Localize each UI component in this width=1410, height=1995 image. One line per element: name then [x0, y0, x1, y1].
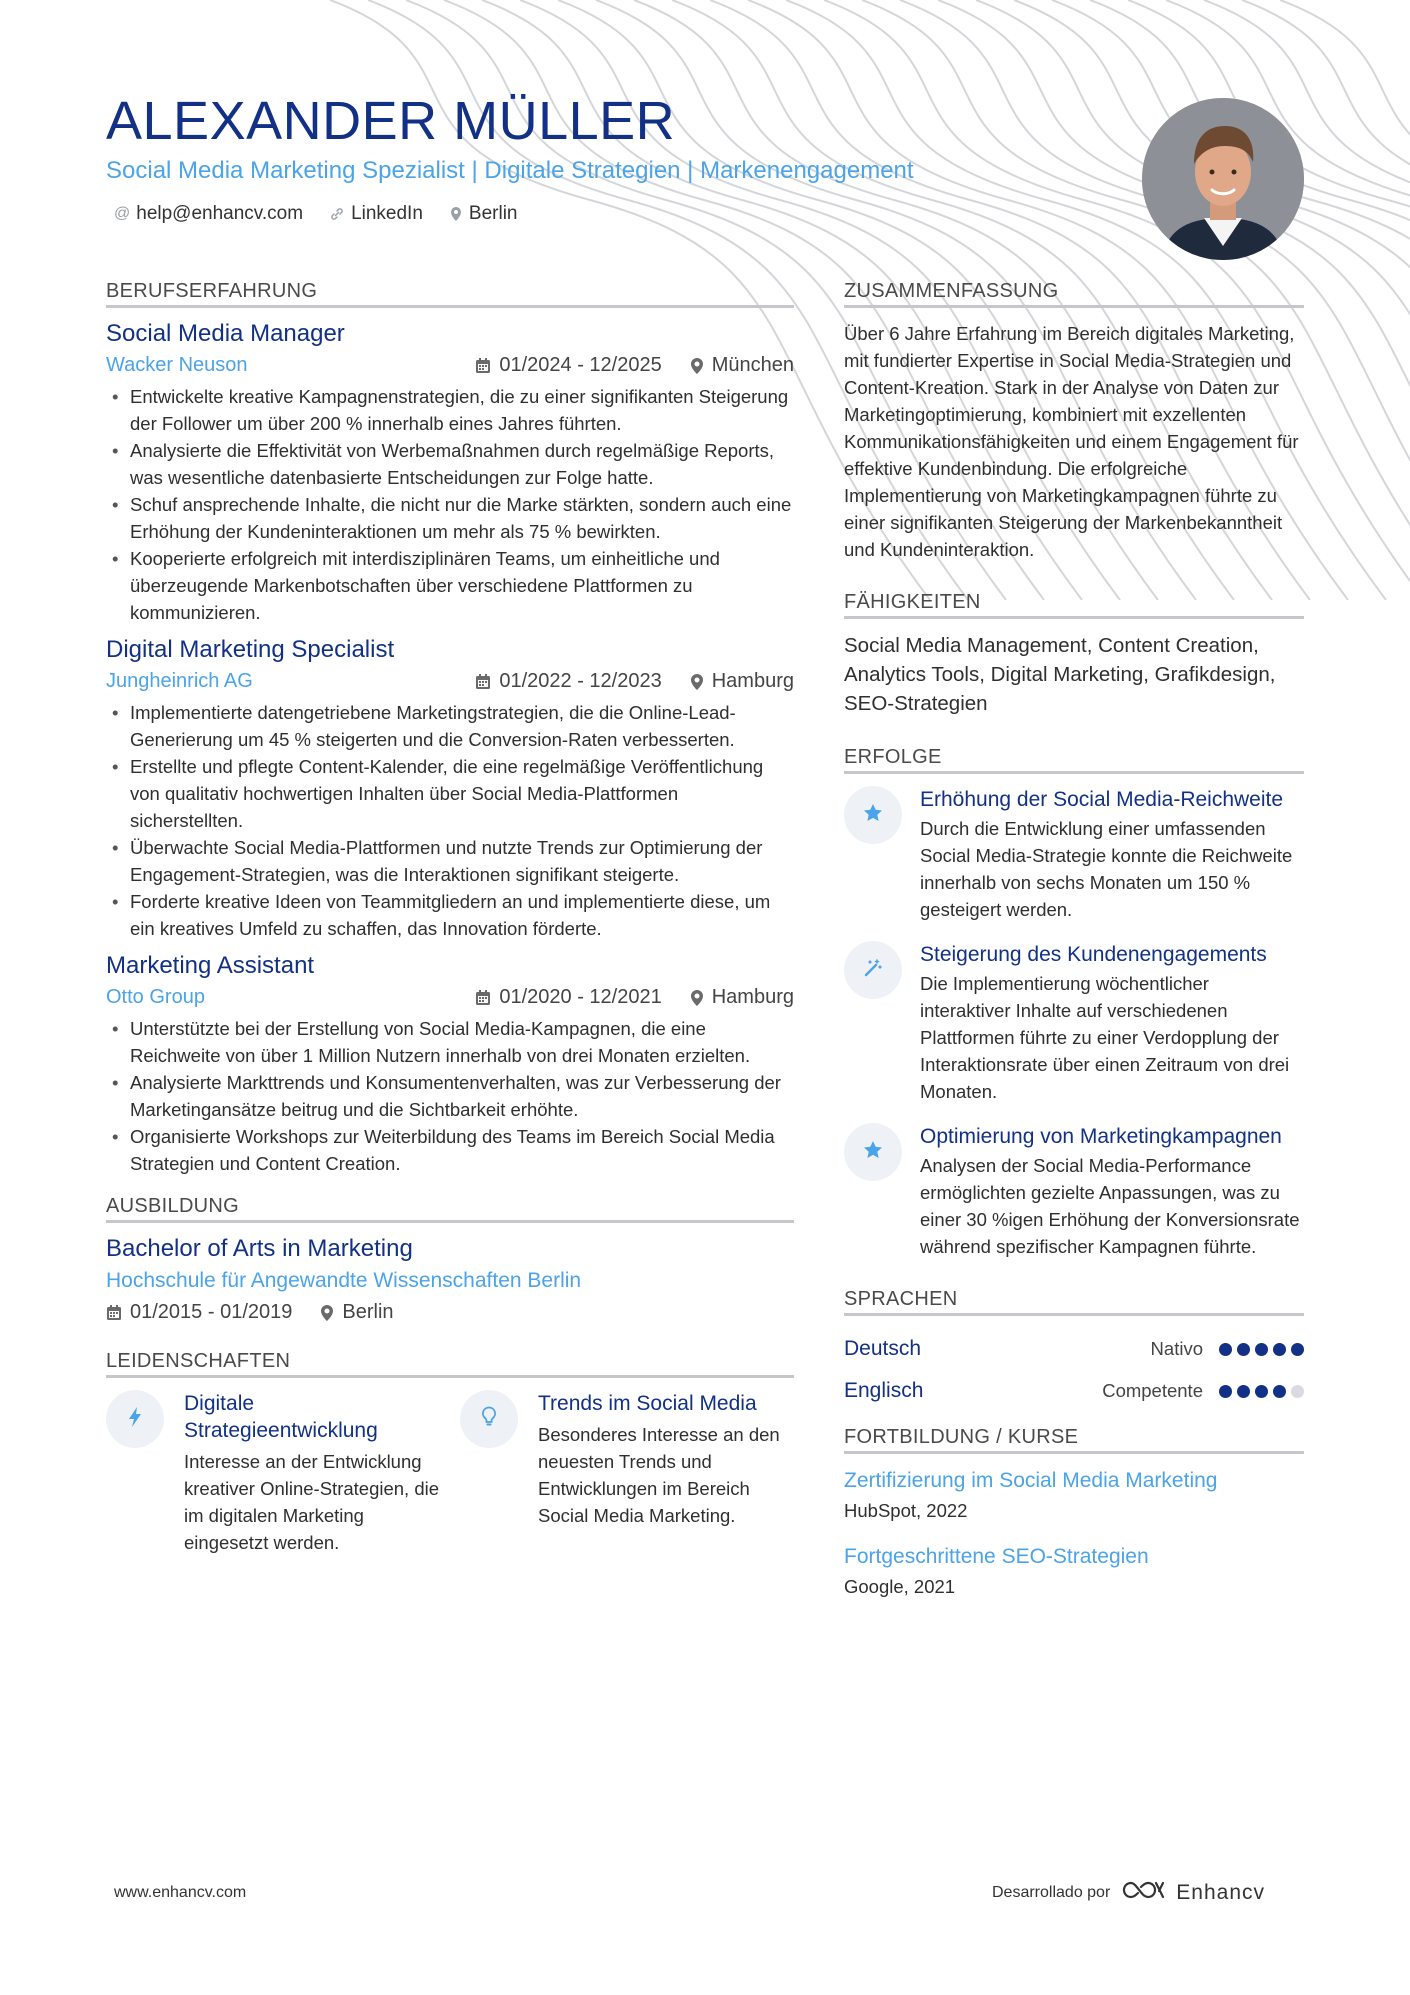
contact-location — [449, 203, 518, 225]
achievement-badge — [844, 941, 902, 999]
job-bullets — [106, 699, 794, 942]
company-name: Wacker Neuson — [106, 354, 248, 376]
skills-text: Social Media Management, Content Creation, Analytics Tools, Digital Marketing, Grafikdesign, SEO-Strategien — [844, 634, 1276, 715]
job-dates — [475, 986, 661, 1009]
passion-title: Trends im Social Media — [538, 1392, 757, 1415]
location-pin-icon — [449, 206, 463, 222]
level-dot-filled — [1273, 1385, 1286, 1398]
job-entry — [106, 952, 794, 1177]
powered-by-text: Desarrollado por — [992, 1883, 1111, 1901]
achievement-desc: Analysen der Social Media-Performance ermöglichten gezielte Anpassungen, was zu einer 30 %igen Erhöhung der Konversionsrate während spezifischer Kampagnen führte. — [920, 1155, 1300, 1257]
section-title-languages: SPRACHEN — [844, 1288, 1304, 1316]
summary-text: Über 6 Jahre Erfahrung im Bereich digitales Marketing, mit fundierter Expertise in Social Media-Strategien und Content-Kreation. Stark in der Analyse von Daten zur Marketingoptimierung, kombiniert mit exzellenten Kommunikationsfähigkeiten und einem Engagement für effektive Kundenbindung. Die erfolgreiche Implementierung von Marketingkampagnen führte zu einer signifikanten Steigerung der Markenbekanntheit und Kundeninteraktion. — [844, 323, 1299, 560]
achievement-title: Steigerung des Kundenengagements — [920, 943, 1267, 966]
achievement-badge — [844, 786, 902, 844]
job-title: Social Media Manager — [106, 320, 345, 347]
job-bullet: • Unterstützte bei der Erstellung von Social Media-Kampagnen, die eine Reichweite von über 1 Million Nutzern innerhalb von drei Monaten erzielten. — [106, 1015, 794, 1069]
passion-badge — [460, 1390, 518, 1448]
course-provider: Google, 2021 — [844, 1576, 956, 1597]
level-dot-filled — [1237, 1385, 1250, 1398]
contact-email[interactable] — [114, 203, 303, 225]
level-dot-filled — [1219, 1343, 1232, 1356]
email-text: help@enhancv.com — [136, 203, 304, 225]
passion-title: Digitale Strategieentwicklung — [184, 1392, 378, 1442]
job-bullet: • Entwickelte kreative Kampagnenstrategien, die zu einer signifikanten Steigerung der Follower um über 200 % innerhalb eines Jahres führten. — [106, 383, 794, 437]
company-name: Otto Group — [106, 986, 205, 1008]
achievements-list — [844, 786, 1304, 1260]
achievement-item — [844, 786, 1304, 923]
location-text: Berlin — [468, 203, 518, 225]
job-title: Marketing Assistant — [106, 952, 315, 979]
job-bullet: • Implementierte datengetriebene Marketingstrategien, die die Online-Lead-Generierung um 45 % steigerten und die Conversion-Raten verbesserten. — [106, 699, 794, 753]
candidate-tagline: Social Media Marketing Spezialist | Digitale Strategien | Markenengagement — [106, 157, 914, 185]
achievement-item — [844, 941, 1304, 1105]
job-meta — [106, 986, 794, 1009]
job-location-text: München — [711, 354, 794, 376]
section-title-experience: BERUFSERFAHRUNG — [106, 280, 794, 308]
education-location-text: Berlin — [342, 1301, 394, 1323]
linkedin-text: LinkedIn — [351, 203, 423, 225]
brand-name: Enhancv — [1176, 1880, 1266, 1904]
education-meta — [106, 1301, 794, 1324]
job-bullet: • Organisierte Workshops zur Weiterbildung des Teams im Bereich Social Media Strategien und Content Creation. — [106, 1123, 794, 1177]
company-name: Jungheinrich AG — [106, 670, 253, 692]
at-icon: @ — [114, 205, 131, 223]
job-location-text: Hamburg — [711, 670, 794, 692]
job-meta — [106, 670, 794, 693]
job-dates — [475, 354, 661, 377]
passion-desc: Interesse an der Entwicklung kreativer Online-Strategien, die im digitalen Marketing eingesetzt werden. — [184, 1451, 440, 1553]
bolt-icon — [128, 1406, 142, 1433]
left-column — [106, 280, 794, 1556]
job-location — [690, 354, 794, 377]
calendar-icon — [475, 357, 491, 374]
language-row — [844, 1328, 1304, 1370]
calendar-icon — [475, 673, 491, 690]
course-provider: HubSpot, 2022 — [844, 1500, 968, 1521]
section-title-passions: LEIDENSCHAFTEN — [106, 1350, 794, 1378]
section-title-courses: FORTBILDUNG / KURSE — [844, 1426, 1304, 1454]
contact-row — [114, 203, 1106, 225]
language-level: Nativo — [1150, 1338, 1203, 1359]
course-item — [844, 1542, 1304, 1602]
job-bullets — [106, 383, 794, 626]
footer-branding — [992, 1878, 1265, 1907]
level-dot-filled — [1255, 1385, 1268, 1398]
achievement-desc: Die Implementierung wöchentlicher interaktiver Inhalte auf verschiedenen Plattformen führte zu einer Verdopplung der Interaktionsrate über einen Zeitraum von drei Monaten. — [920, 973, 1290, 1102]
calendar-icon — [106, 1304, 122, 1321]
job-bullet: • Erstellte und pflegte Content-Kalender, die eine regelmäßige Veröffentlichung von qualitativ hochwertigen Inhalten über Social Media-Plattformen sicherstellten. — [106, 753, 794, 834]
language-level-dots — [1219, 1385, 1304, 1398]
star-icon — [862, 802, 884, 829]
achievement-title: Erhöhung der Social Media-Reichweite — [920, 788, 1284, 811]
level-dot-filled — [1219, 1385, 1232, 1398]
languages-list — [844, 1328, 1304, 1412]
level-dot-filled — [1273, 1343, 1286, 1356]
location-pin-icon — [690, 673, 704, 691]
language-name: Englisch — [844, 1379, 924, 1402]
job-meta — [106, 354, 794, 377]
contact-linkedin[interactable] — [329, 203, 423, 225]
language-row — [844, 1370, 1304, 1412]
job-bullet: • Schuf ansprechende Inhalte, die nicht nur die Marke stärkten, sondern auch eine Erhöhung der Kundeninteraktionen um mehr als 75 % bewirkten. — [106, 491, 794, 545]
achievement-desc: Durch die Entwicklung einer umfassenden Social Media-Strategie konnte die Reichweite innerhalb von sechs Monaten um 150 % gesteigert werden. — [920, 818, 1293, 920]
right-column — [844, 280, 1304, 1618]
passion-item — [460, 1390, 794, 1556]
level-dot-filled — [1255, 1343, 1268, 1356]
passion-badge — [106, 1390, 164, 1448]
resume-header — [106, 92, 1106, 225]
star-icon — [862, 1139, 884, 1166]
section-title-summary: ZUSAMMENFASSUNG — [844, 280, 1304, 308]
lightbulb-icon — [481, 1406, 497, 1433]
section-title-achievements: ERFOLGE — [844, 746, 1304, 774]
job-bullets — [106, 1015, 794, 1177]
location-pin-icon — [320, 1304, 334, 1322]
candidate-name: ALEXANDER MÜLLER — [106, 91, 676, 151]
avatar — [1142, 98, 1304, 260]
location-pin-icon — [690, 357, 704, 375]
section-title-skills: FÄHIGKEITEN — [844, 591, 1304, 619]
course-title: Fortgeschrittene SEO-Strategien — [844, 1545, 1149, 1568]
education-dates-text: 01/2015 - 01/2019 — [130, 1301, 293, 1323]
level-dot-empty — [1291, 1385, 1304, 1398]
job-dates-text: 01/2020 - 12/2021 — [499, 986, 662, 1008]
job-location — [690, 986, 794, 1009]
job-entry — [106, 636, 794, 942]
job-bullet: • Forderte kreative Ideen von Teammitgliedern an und implementierte diese, um ein kreatives Umfeld zu schaffen, das Innovation förderte. — [106, 888, 794, 942]
achievement-badge — [844, 1123, 902, 1181]
calendar-icon — [475, 989, 491, 1006]
language-level-dots — [1219, 1343, 1304, 1356]
job-dates-text: 01/2022 - 12/2023 — [499, 670, 662, 692]
education-dates — [106, 1301, 292, 1324]
enhancv-logo-icon — [1120, 1878, 1166, 1907]
course-item — [844, 1466, 1304, 1526]
language-level: Competente — [1102, 1380, 1203, 1401]
degree-title: Bachelor of Arts in Marketing — [106, 1235, 413, 1262]
location-pin-icon — [690, 989, 704, 1007]
link-icon — [329, 206, 345, 222]
education-entry — [106, 1235, 794, 1324]
experience-list — [106, 320, 794, 1177]
level-dot-filled — [1237, 1343, 1250, 1356]
job-title: Digital Marketing Specialist — [106, 636, 395, 663]
achievement-title: Optimierung von Marketingkampagnen — [920, 1125, 1282, 1148]
course-title: Zertifizierung im Social Media Marketing — [844, 1469, 1218, 1492]
footer-website[interactable]: www.enhancv.com — [114, 1884, 247, 1901]
job-bullet: • Kooperierte erfolgreich mit interdisziplinären Teams, um einheitliche und überzeugende Markenbotschaften über verschiedene Plattformen zu kommunizieren. — [106, 545, 794, 626]
job-dates-text: 01/2024 - 12/2025 — [499, 354, 662, 376]
job-bullet: • Überwachte Social Media-Plattformen und nutzte Trends zur Optimierung der Engagement-Strategien, was die Interaktionen signifikant steigerte. — [106, 834, 794, 888]
job-bullet: • Analysierte Markttrends und Konsumentenverhalten, was zur Verbesserung der Marketingansätze beitrug und die Sichtbarkeit erhöhte. — [106, 1069, 794, 1123]
job-entry — [106, 320, 794, 626]
job-bullet: • Analysierte die Effektivität von Werbemaßnahmen durch regelmäßige Reports, was wesentliche datenbasierte Entscheidungen zur Folge hatte. — [106, 437, 794, 491]
passions-list — [106, 1390, 794, 1556]
magic-wand-icon — [862, 957, 884, 984]
passion-item — [106, 1390, 440, 1556]
education-location — [320, 1301, 393, 1324]
achievement-item — [844, 1123, 1304, 1260]
section-title-education: AUSBILDUNG — [106, 1195, 794, 1223]
courses-list — [844, 1466, 1304, 1602]
school-name: Hochschule für Angewandte Wissenschaften Berlin — [106, 1269, 582, 1292]
job-dates — [475, 670, 661, 693]
job-location-text: Hamburg — [711, 986, 794, 1008]
passion-desc: Besonderes Interesse an den neuesten Trends und Entwicklungen im Bereich Social Media Marketing. — [538, 1424, 780, 1526]
level-dot-filled — [1291, 1343, 1304, 1356]
language-name: Deutsch — [844, 1337, 922, 1360]
job-location — [690, 670, 794, 693]
